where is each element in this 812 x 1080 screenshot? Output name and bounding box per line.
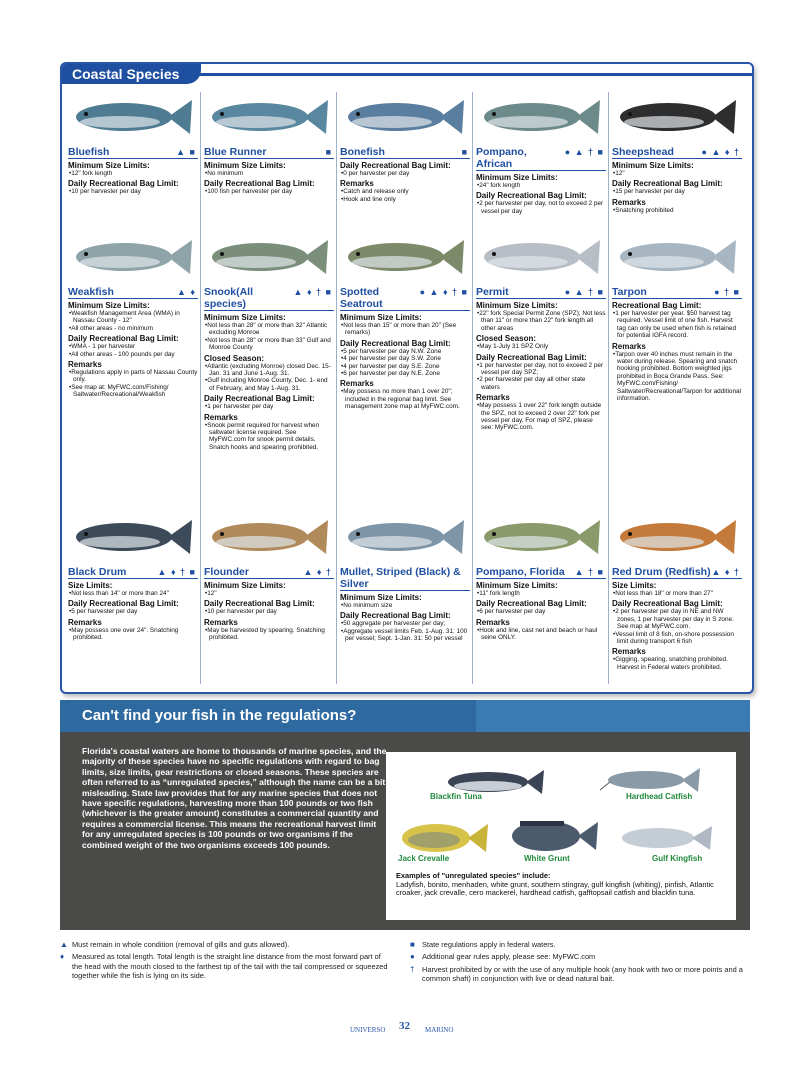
- fish-illustration: [340, 508, 470, 566]
- fish-illustration: [612, 228, 742, 286]
- regulation-item: • 24" fork length: [476, 182, 606, 189]
- section-heading: Remarks: [612, 197, 646, 207]
- species-entry: [68, 228, 198, 399]
- regulation-marks: ▲ ♦ † ■: [293, 287, 332, 297]
- section-heading: Minimum Size Limits:: [204, 581, 286, 590]
- section-heading: Closed Season:: [204, 353, 265, 363]
- regulation-item: • 6 per harvester per day: [476, 608, 606, 615]
- section-heading: Remarks: [476, 617, 510, 627]
- regulation-item: • 50 aggregate per harvester per day;: [340, 620, 470, 627]
- fish-illustration: [68, 508, 198, 566]
- regulation-marks: ● † ■: [714, 287, 740, 297]
- species-column: [612, 88, 742, 688]
- section-heading: Daily Recreational Bag Limit:: [476, 191, 587, 201]
- species-name-text: Blue Runner: [204, 146, 267, 158]
- regulation-item: • 12": [612, 170, 742, 177]
- regulation-marks: ■: [461, 147, 468, 157]
- regulation-item: • Tarpon over 40 inches must remain in the water during release. Spearing and snatch hooking prohibited. Bottom weighted jigs prohibited in Boca Grande Pass. See: MyFWC.com/Fishing/ Saltwater/Recreational/Tarpon for additional information.: [612, 351, 742, 403]
- regulation-marks: ● ▲ ♦ †: [701, 147, 740, 157]
- regulation-item: • Not less than 14" or more than 24": [68, 590, 198, 597]
- column-divider: [200, 92, 201, 684]
- regulation-item: • Not less than 15" or more than 20" (See remarks): [340, 322, 470, 337]
- species-entry: [340, 88, 470, 203]
- section-heading: Daily Recreational Bag Limit:: [204, 394, 315, 404]
- fish-illustration: [612, 508, 742, 566]
- column-divider: [472, 92, 473, 684]
- species-name: [476, 146, 606, 171]
- species-entry: [340, 508, 470, 643]
- species-entry: [204, 88, 334, 196]
- section-heading: Daily Recreational Bag Limit:: [476, 352, 587, 362]
- regulation-item: • 6 per harvester per day N.E. Zone: [340, 370, 470, 377]
- section-heading: Remarks: [68, 360, 102, 370]
- examples-caption-body: Ladyfish, bonito, menhaden, white grunt, southern stingray, gulf kingfish (whiting), pinfish, Atlantic croaker, jack crevalle, cero mackerel, hardhead catfish, gafftopsail catfish and blackfin tuna.: [396, 879, 714, 898]
- species-name: [340, 146, 470, 159]
- unregulated-body: Florida's coastal waters are home to thousands of marine species, and the majority of these species have no specific regulations with regard to bag limits, size limits, gear restrictions or closed seasons. These species are often referred to as “unregulated species,” although the name can be a bit misleading. State law provides that for any marine species that does not have specific regulations, harvesting more than 100 pounds or two fish (whichever is the greater amount) constitutes a commercial quantity and requires a commercial license. This means the recreational harvest limit for any unregulated species is 100 pounds or two organisms if the combined weight of the two organisms exceeds 100 pounds.: [82, 746, 387, 850]
- fish-illustration: [204, 228, 334, 286]
- section-heading: Daily Recreational Bag Limit:: [340, 611, 451, 621]
- example-fish-art: [386, 752, 736, 870]
- label-gulf-kingfish: Gulf Kingfish: [652, 854, 703, 863]
- fish-illustration: [204, 508, 334, 566]
- regulation-item: • No minimum size: [340, 602, 470, 609]
- regulation-marks: ● ▲ † ■: [564, 287, 604, 297]
- species-name: [476, 286, 606, 299]
- regulation-item: • 22" fork Special Permit Zone (SPZ); Not less than 11" or more than 22" fork length all other areas: [476, 310, 606, 332]
- species-name-text: Black Drum: [68, 566, 127, 578]
- legend-text: Measured as total length. Total length is the straight line distance from the most forward part of the head with the mouth closed to the farthest tip of the tail with the tail compressed or squeezed together while the fish is lying on its side.: [72, 952, 388, 981]
- species-name: [612, 286, 742, 299]
- hardhead-catfish-fish: [600, 768, 700, 792]
- fish-illustration: [612, 88, 742, 146]
- section-heading: Daily Recreational Bag Limit:: [340, 161, 451, 170]
- label-blackfin-tuna: Blackfin Tuna: [430, 792, 482, 801]
- section-heading: Daily Recreational Bag Limit:: [476, 599, 587, 609]
- fish-illustration: [204, 88, 334, 146]
- species-name: [68, 286, 198, 299]
- species-name-text: Weakfish: [68, 286, 114, 298]
- legend-text: Additional gear rules apply, please see: MyFWC.com: [422, 952, 596, 962]
- section-heading: Daily Recreational Bag Limit:: [612, 599, 723, 609]
- section-heading: Daily Recreational Bag Limit:: [204, 599, 315, 609]
- page-top: [0, 0, 812, 58]
- section-heading: Minimum Size Limits:: [612, 161, 694, 170]
- regulation-marks: ● ▲ ♦ † ■: [419, 287, 468, 297]
- unregulated-examples: [386, 752, 736, 920]
- regulation-marks: ▲ ♦ †: [303, 567, 332, 577]
- section-heading: Remarks: [68, 617, 102, 627]
- section-heading: Remarks: [612, 647, 646, 657]
- regulation-item: • 10 per harvester per day: [204, 608, 334, 615]
- regulation-item: • 1 per harvester per year. $50 harvest tag required. Vessel limit of one fish. Harvest tag can only be used when fish is retained for potential IGFA record.: [612, 310, 742, 340]
- regulation-marks: ▲ † ■: [574, 567, 604, 577]
- unregulated-box: [60, 700, 750, 930]
- species-entry: [476, 508, 606, 642]
- species-entry: [340, 228, 470, 411]
- species-name: [68, 146, 198, 159]
- species-entry: [612, 228, 742, 402]
- regulation-item: • 2 per harvester per day all other state waters: [476, 376, 606, 391]
- white-grunt-fish: [512, 821, 598, 851]
- section-heading: Remarks: [340, 379, 374, 389]
- species-entry: [68, 508, 198, 642]
- species-name: [204, 146, 334, 159]
- regulation-item: • WMA - 1 per harvester: [68, 343, 198, 350]
- label-jack-crevalle: Jack Crevalle: [398, 854, 450, 863]
- legend-text: Harvest prohibited by or with the use of any multiple hook (any hook with two or more points and a common shaft) in conjunction with live or dead natural bait.: [422, 964, 743, 984]
- legend-item: [60, 952, 390, 980]
- regulation-item: • 2 per harvester per day, not to exceed 2 per vessel per day: [476, 200, 606, 215]
- species-column: [68, 88, 198, 688]
- regulation-marks: ■: [325, 147, 332, 157]
- species-column: [340, 88, 470, 688]
- species-column: [204, 88, 334, 688]
- label-hardhead-catfish: Hardhead Catfish: [626, 792, 693, 801]
- fish-illustration: [340, 228, 470, 286]
- unregulated-header: [60, 700, 750, 732]
- species-entry: [204, 508, 334, 642]
- panel-title: Coastal Species: [62, 64, 201, 84]
- species-name-text: Flounder: [204, 566, 249, 578]
- species-name: [204, 286, 334, 311]
- regulation-item: • No minimum: [204, 170, 334, 177]
- section-heading: Remarks: [612, 341, 646, 351]
- species-name-text: Permit: [476, 286, 509, 298]
- dagger-icon: †: [410, 964, 415, 974]
- footer-right: MARINO: [425, 1026, 454, 1034]
- regulation-item: • Hook and line only: [340, 196, 470, 203]
- fish-illustration: [476, 228, 606, 286]
- regulation-item: • Catch and release only: [340, 188, 470, 195]
- species-entry: [612, 508, 742, 671]
- regulation-item: • 10 per harvester per day: [68, 188, 198, 195]
- species-name: [476, 566, 606, 579]
- section-heading: Minimum Size Limits:: [204, 161, 286, 170]
- species-name-text: Pompano, Florida: [476, 566, 565, 578]
- regulation-item: • Not less than 18" or more than 27": [612, 590, 742, 597]
- species-name: [340, 566, 470, 591]
- regulation-item: • Weakfish Management Area (WMA) in Nassau County - 12": [68, 310, 198, 325]
- column-divider: [608, 92, 609, 684]
- section-heading: Daily Recreational Bag Limit:: [68, 334, 179, 344]
- legend-item: [60, 940, 390, 949]
- section-heading: Daily Recreational Bag Limit:: [68, 599, 179, 609]
- gulf-kingfish-fish: [622, 826, 712, 850]
- species-entry: [68, 88, 198, 196]
- regulation-item: • 5 per harvester per day: [68, 608, 198, 615]
- legend-item: [410, 940, 750, 949]
- regulation-item: • 12" fork length: [68, 170, 198, 177]
- coastal-species-panel: [60, 62, 754, 694]
- section-heading: Remarks: [340, 179, 374, 189]
- section-heading: Size Limits:: [68, 581, 113, 590]
- regulation-item: • Not less than 28" or more than 33" Gulf and Monroe County: [204, 337, 334, 352]
- legend-text: Must remain in whole condition (removal of gills and guts allowed).: [72, 940, 290, 949]
- section-heading: Daily Recreational Bag Limit:: [612, 179, 723, 189]
- regulation-item: • May possess no more than 1 over 20"; included in the regional bag limit. See management zone map at MyFWC.com.: [340, 388, 470, 410]
- triangle-icon: ▲: [60, 940, 68, 949]
- species-column: [476, 88, 606, 688]
- section-heading: Minimum Size Limits:: [476, 173, 558, 182]
- fish-illustration: [68, 228, 198, 286]
- regulation-item: • 100 fish per harvester per day: [204, 188, 334, 195]
- regulation-marks: ▲ ♦ † ■: [157, 567, 196, 577]
- fish-illustration: [68, 88, 198, 146]
- regulation-item: • 5 per harvester per day N.W. Zone: [340, 348, 470, 355]
- regulation-item: • May possess 1 over 22" fork length outside the SPZ, not to exceed 2 over 22" fork per vessel per day. For map of SPZ, please see: MyFWC.com.: [476, 402, 606, 432]
- regulation-item: • Not less than 28" or more than 32" Atlantic excluding Monroe: [204, 322, 334, 337]
- legend-item: [410, 952, 750, 961]
- species-name: [68, 566, 198, 579]
- regulation-item: • Gigging, spearing, snatching prohibited. Harvest in Federal waters prohibited.: [612, 656, 742, 671]
- section-heading: Minimum Size Limits:: [340, 313, 422, 322]
- regulation-item: • Atlantic (excluding Monroe) closed Dec. 15-Jan. 31 and June 1-Aug. 31.: [204, 363, 334, 378]
- fish-illustration: [476, 88, 606, 146]
- legend-item: [410, 965, 750, 984]
- species-name-text: Sheepshead: [612, 146, 674, 158]
- section-heading: Daily Recreational Bag Limit:: [68, 179, 179, 189]
- section-heading: Minimum Size Limits:: [204, 313, 286, 322]
- regulation-item: • All other areas - no minimum: [68, 325, 198, 332]
- regulation-item: • Gulf including Monroe County, Dec. 1- end of February, and May 1-Aug. 31.: [204, 377, 334, 392]
- section-heading: Minimum Size Limits:: [340, 593, 422, 602]
- species-name: [612, 566, 742, 579]
- square-icon: ■: [410, 940, 415, 949]
- section-heading: Daily Recreational Bag Limit:: [204, 179, 315, 189]
- fish-illustration: [476, 508, 606, 566]
- species-name-text: Spotted Seatrout: [340, 286, 383, 310]
- regulation-item: • Snatching prohibited: [612, 207, 742, 214]
- unregulated-title: Can't find your fish in the regulations?: [82, 707, 357, 724]
- legend-text: State regulations apply in federal waters.: [422, 940, 556, 949]
- section-heading: Daily Recreational Bag Limit:: [340, 338, 451, 348]
- regulation-item: • 4 per harvester per day S.W. Zone: [340, 355, 470, 362]
- species-name: [612, 146, 742, 159]
- section-heading: Recreational Bag Limit:: [612, 301, 702, 310]
- species-name-text: Snook(All species): [204, 286, 253, 310]
- regulation-marks: ▲ ♦: [176, 287, 196, 297]
- section-heading: Minimum Size Limits:: [68, 161, 150, 170]
- regulation-item: • May be harvested by spearing. Snatching prohibited.: [204, 627, 334, 642]
- page-footer: [350, 1016, 470, 1042]
- section-heading: Remarks: [204, 617, 238, 627]
- section-heading: Size Limits:: [612, 581, 657, 590]
- examples-caption-head: Examples of "unregulated species" include:: [396, 871, 551, 880]
- section-heading: Minimum Size Limits:: [476, 581, 558, 590]
- species-name: [204, 566, 334, 579]
- regulation-item: • Hook and line, cast net and beach or haul seine ONLY.: [476, 627, 606, 642]
- section-heading: Remarks: [204, 412, 238, 422]
- circle-icon: ●: [410, 952, 415, 962]
- fish-illustration: [340, 88, 470, 146]
- species-name-text: Tarpon: [612, 286, 647, 298]
- regulation-item: • May possess one over 24". Snatching prohibited.: [68, 627, 198, 642]
- regulation-item: • Vessel limit of 8 fish, on-shore possession limit during transport 6 fish: [612, 631, 742, 646]
- regulation-item: • All other areas - 100 pounds per day: [68, 351, 198, 358]
- regulation-item: • 1 per harvester per day, not to exceed 2 per vessel per day SPZ;: [476, 362, 606, 377]
- legend-right: [410, 940, 750, 987]
- species-name-text: Pompano, African: [476, 146, 527, 170]
- regulation-item: • 11" fork length: [476, 590, 606, 597]
- regulation-item: • Regulations apply in parts of Nassau County only.: [68, 369, 198, 384]
- regulation-item: • 2 per harvester per day in NE and NW zones, 1 per harvester per day in S zone. See map at MyFWC.com.: [612, 608, 742, 630]
- species-entry: [612, 88, 742, 214]
- section-heading: Remarks: [476, 393, 510, 403]
- blackfin-tuna-fish: [448, 770, 544, 794]
- regulation-item: • See map at: MyFWC.com/Fishing/ Saltwater/Recreational/Weakfish: [68, 384, 198, 399]
- species-name-text: Mullet, Striped (Black) & Silver: [340, 566, 461, 590]
- section-heading: Minimum Size Limits:: [68, 301, 150, 310]
- regulation-item: • 12": [204, 590, 334, 597]
- footer-left: UNIVERSO: [350, 1026, 386, 1034]
- examples-caption: [396, 872, 726, 898]
- species-name: [340, 286, 470, 311]
- regulation-item: • 15 per harvester per day: [612, 188, 742, 195]
- diamond-icon: ♦: [60, 952, 65, 962]
- regulation-item: • Aggregate vessel limits Feb. 1-Aug. 31: 100 per vessel; Sept. 1-Jan. 31: 50 per vessel: [340, 628, 470, 643]
- section-heading: Closed Season:: [476, 334, 537, 344]
- species-name-text: Red Drum (Redfish): [612, 566, 711, 578]
- jack-crevalle-fish: [402, 824, 488, 852]
- regulation-marks: ▲ ■: [176, 147, 196, 157]
- species-entry: [204, 228, 334, 451]
- regulation-marks: ▲ ♦ †: [711, 567, 740, 577]
- regulation-marks: ● ▲ † ■: [564, 147, 604, 157]
- regulation-item: • May 1-July 31 SPZ Only: [476, 343, 606, 350]
- column-divider: [336, 92, 337, 684]
- regulation-item: • 0 per harvester per day: [340, 170, 470, 177]
- legend-left: [60, 940, 390, 984]
- species-entry: [476, 228, 606, 432]
- header-accent: [476, 700, 750, 732]
- regulation-item: • Snook permit required for harvest when saltwater license required. See MyFWC.com for snook permit details. Snatch hooks and spearing prohibited.: [204, 422, 334, 452]
- species-entry: [476, 88, 606, 215]
- label-white-grunt: White Grunt: [524, 854, 570, 863]
- species-name-text: Bluefish: [68, 146, 110, 158]
- section-heading: Minimum Size Limits:: [476, 301, 558, 310]
- regulation-item: • 4 per harvester per day S.E. Zone: [340, 363, 470, 370]
- regulation-item: • 1 per harvester per day: [204, 403, 334, 410]
- page-number: 32: [399, 1020, 410, 1032]
- species-name-text: Bonefish: [340, 146, 385, 158]
